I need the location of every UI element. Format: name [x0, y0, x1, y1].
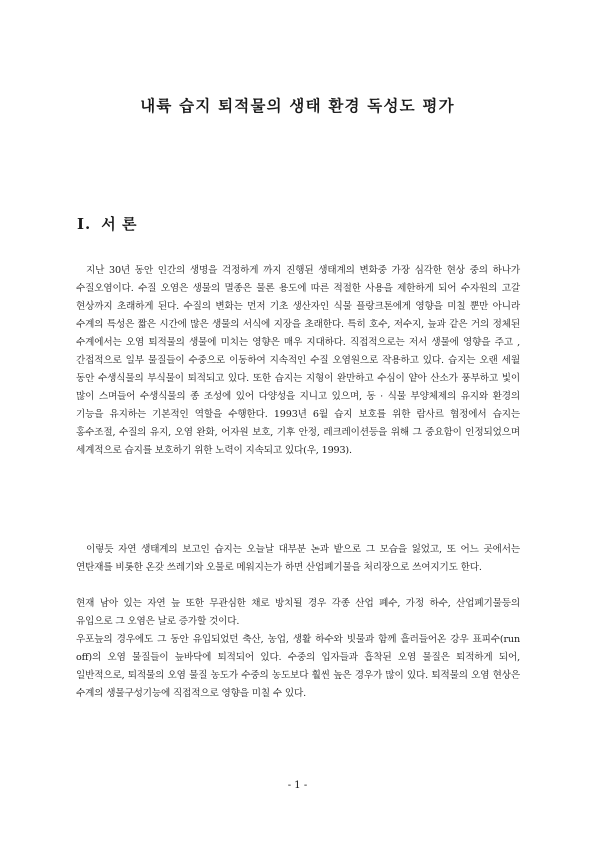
- section-title: 서 론: [101, 215, 137, 233]
- section-number: Ⅰ.: [77, 215, 92, 233]
- section-heading: [77, 213, 137, 234]
- document-title: 내륙 습지 퇴적물의 생태 환경 독성도 평가: [140, 96, 455, 115]
- page-number: - 1 -: [287, 780, 308, 791]
- body-paragraph: 우포늪의 경우에도 그 동안 유입되었던 축산, 농업, 생활 하수와 빗물과 함께 흘러들어온 강우 표피수(run off)의 오염 물질들이 늪바닥에 퇴적되어 있다. 수중의 입자들과 흡착된 오염 물질은 퇴적하게 되어, 일반적으로, 퇴적물의 오염 물질 농도가 수중의 농도보다 훨씬 높은 경우가 많이 있다. 퇴적물의 오염 현상은 수계의 생물구성기능에 직접적으로 영향을 미칠 수 있다.: [76, 634, 520, 699]
- body-paragraph: 현재 남아 있는 자연 늪 또한 무관심한 채로 방치될 경우 각종 산업 폐수, 가정 하수, 산업폐기물등의 유입으로 그 오염은 날로 증가할 것이다.: [76, 598, 520, 627]
- body-paragraph: 지난 30년 동안 인간의 생명을 걱정하게 까지 진행된 생태계의 변화중 가장 심각한 현상 중의 하나가 수질오염이다. 수질 오염은 생물의 멸종은 물론 용도에 따른 적절한 사용을 제한하게 되어 수자원의 고갈 현상까지 초래하게 된다. 수질의 변화는 먼저 기초 생산자인 식물 플랑크톤에게 영향을 미칠 뿐만 아니라 수계의 특성은 짧은 시간에 많은 생물의 서식에 지장을 초래한다. 특히 호수, 저수지, 늪과 같은 거의 정체된 수계에서는 오염 퇴적물의 생물에 미치는 영향은 매우 지대하다. 직접적으로는 저서 생물에 영향을 주고 , 간접적으로 일부 물질들이 수중으로 이동하여 지속적인 수질 오염원으로 작용하고 있다. 습지는 오랜 세월 동안 수생식물의 부식물이 퇴적되고 있다. 또한 습지는 지형이 완만하고 수심이 얕아 산소가 풍부하고 빛이 많이 스며들어 수생식물의 종 조성에 있어 다양성을 지니고 있으며, 동 · 식물 부양체제의 유지와 환경의 기능을 유지하는 기본적인 역할을 수행한다. 1993년 6월 습지 보호를 위한 람사르 협정에서 습지는 홍수조절, 수질의 유지, 오염 완화, 어자원 보호, 기후 안정, 레크레이션등을 위해 그 중요함이 인정되었으며 세계적으로 습지를 보호하기 위한 노력이 지속되고 있다(우, 1993).: [76, 265, 520, 456]
- body-paragraph: 이렇듯 자연 생태계의 보고인 습지는 오늘날 대부분 논과 밭으로 그 모습을 잃었고, 또 어느 곳에서는 연탄재를 비롯한 온갖 쓰레기와 오물로 메워지는가 하면 산업폐기물을 처리장으로 쓰여지기도 한다.: [76, 544, 520, 573]
